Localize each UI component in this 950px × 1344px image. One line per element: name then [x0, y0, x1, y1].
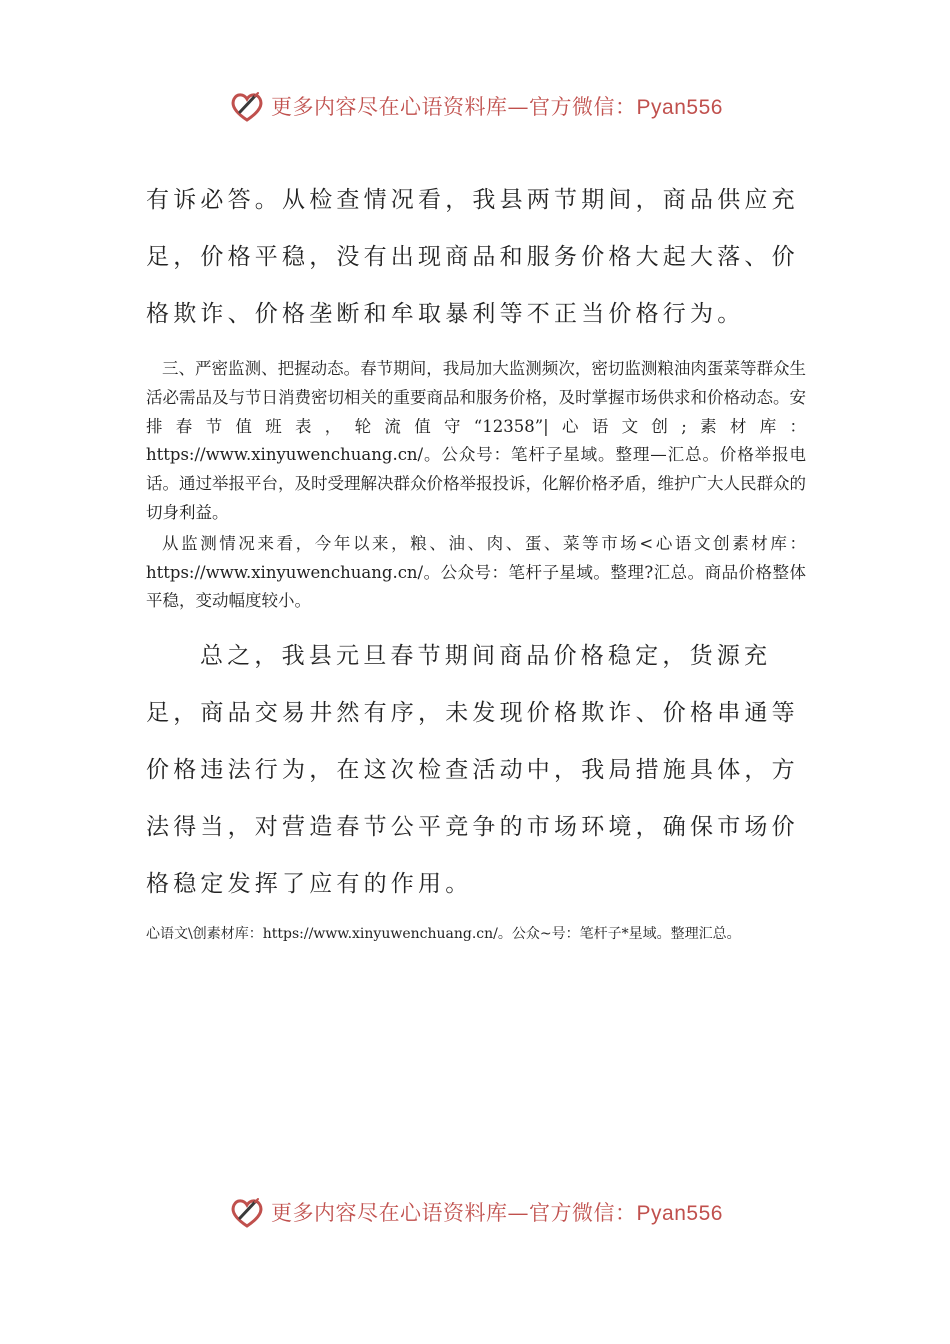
wechat-id: Pyan556 [636, 1202, 723, 1225]
footnote: 心语文\创素材库：https://www.xinyuwenchuang.cn/。公众~号：笔杆子*星域。整理汇总。 [146, 926, 741, 943]
wechat-id: Pyan556 [636, 96, 723, 119]
heart-pen-logo-icon [227, 1192, 267, 1232]
banner-text: 更多内容尽在心语资料库—官方微信：Pyan556 [271, 1201, 723, 1225]
header-banner [0, 82, 950, 130]
banner-text: 更多内容尽在心语资料库—官方微信：Pyan556 [271, 95, 723, 119]
heart-pen-logo-icon [227, 86, 267, 126]
footer-banner [0, 1188, 950, 1236]
paragraph-3: 从监测情况来看，今年以来，粮、油、肉、蛋、菜等市场<心语文创素材库：https://www.xinyuwenchuang.cn/。公众号：笔杆子星域。整理?汇总。商品价格整体平稳，变动幅度较小。 [146, 533, 806, 611]
paragraph-2: 三、严密监测、把握动态。春节期间，我局加大监测频次，密切监测粮油肉蛋菜等群众生活必需品及与节日消费密切相关的重要商品和服务价格，及时掌握市场供求和价格动态。安排春节值班表，轮流值守“12358”|心语文创;素材库：https://www.xinyuwenchuang.cn/。公众号：笔杆子星域。整理—汇总。价格举报电话。通过举报平台，及时受理解决群众价格举报投诉，化解价格矛盾，维护广大人民群众的切身利益。 [146, 359, 806, 522]
paragraph-1: 有诉必答。从检查情况看，我县两节期间，商品供应充足，价格平稳，没有出现商品和服务价格大起大落、价格欺诈、价格垄断和牟取暴利等不正当价格行为。 [146, 187, 799, 327]
document-body [146, 172, 806, 945]
paragraph-4: 总之，我县元旦春节期间商品价格稳定，货源充足，商品交易井然有序，未发现价格欺诈、价格串通等价格违法行为，在这次检查活动中，我局措施具体，方法得当，对营造春节公平竞争的市场环境，确保市场价格稳定发挥了应有的作用。 [146, 643, 799, 898]
